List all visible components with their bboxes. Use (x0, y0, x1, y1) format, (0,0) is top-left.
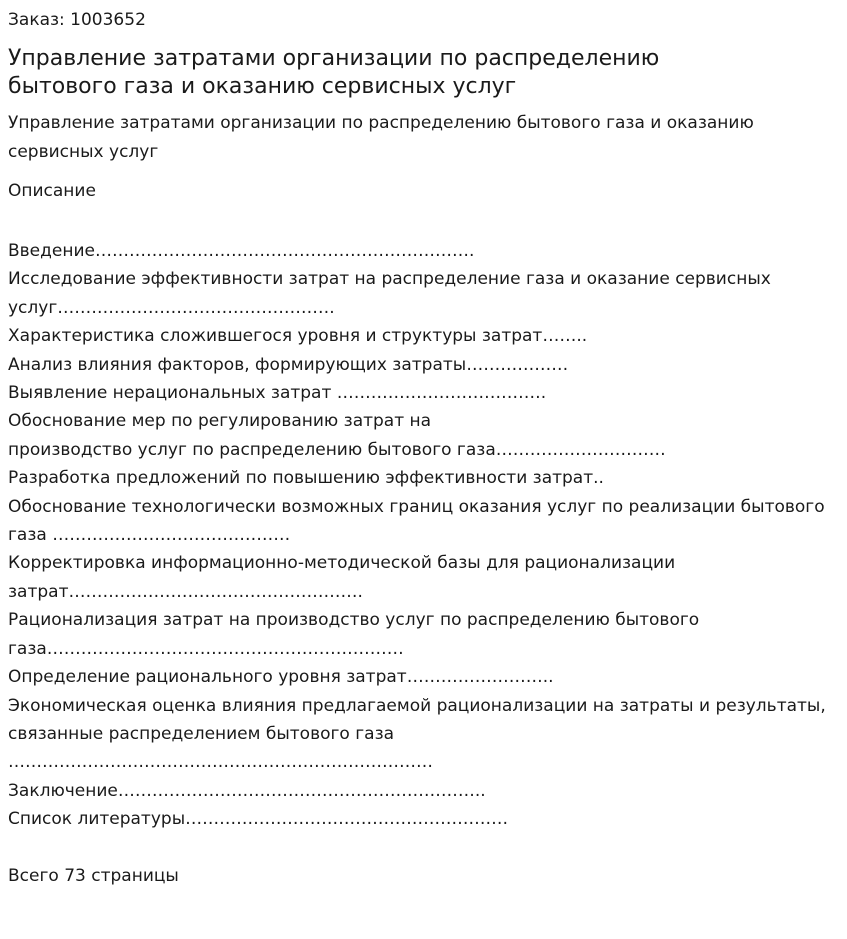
document-title: Управление затратами организации по распределению бытового газа и оказанию сервисных услуг (8, 46, 660, 99)
toc-item: Выявление нерациональных затрат ………………………………. (8, 383, 547, 404)
toc-item: Экономическая оценка влияния предлагаемой рационализации на затраты и результаты, связанные распределением бытового газа ………………………………………………………………… (8, 695, 826, 773)
document-subtitle: Управление затратами организации по распределению бытового газа и оказанию сервисных услуг (8, 113, 754, 162)
toc-item: Разработка предложений по повышению эффективности затрат.. (8, 468, 604, 489)
total-pages: Всего 73 страницы (8, 865, 179, 886)
toc-item: Обоснование мер по регулированию затрат на производство услуг по распределению бытового газа………………………… (8, 411, 666, 460)
toc-item: Заключение……………………………………………………….. (8, 780, 486, 801)
toc-item: Анализ влияния факторов, формирующих затраты……………… (8, 354, 569, 375)
toc-item: Характеристика сложившегося уровня и структуры затрат…….. (8, 326, 588, 347)
toc-item: Обоснование технологически возможных границ оказания услуг по реализации бытового газа …………………………………… (8, 496, 825, 546)
toc-item: Определение рационального уровня затрат…………………….. (8, 667, 554, 688)
toc-item: Введение…………………………………………………………. (8, 241, 475, 261)
toc-item: Список литературы………………………………………………… (8, 809, 509, 830)
order-number: Заказ: 1003652 (8, 10, 146, 30)
description-heading: Описание (8, 181, 96, 201)
toc-item: Исследование эффективности затрат на распределение газа и оказание сервисных услуг…………………………………………. (8, 269, 771, 318)
toc-item: Рационализация затрат на производство услуг по распределению бытового газа……………………………………………………… (8, 610, 700, 659)
toc-item: Корректировка информационно-методической базы для рационализации затрат……………………………………………. (8, 553, 676, 602)
table-of-contents (8, 237, 838, 834)
